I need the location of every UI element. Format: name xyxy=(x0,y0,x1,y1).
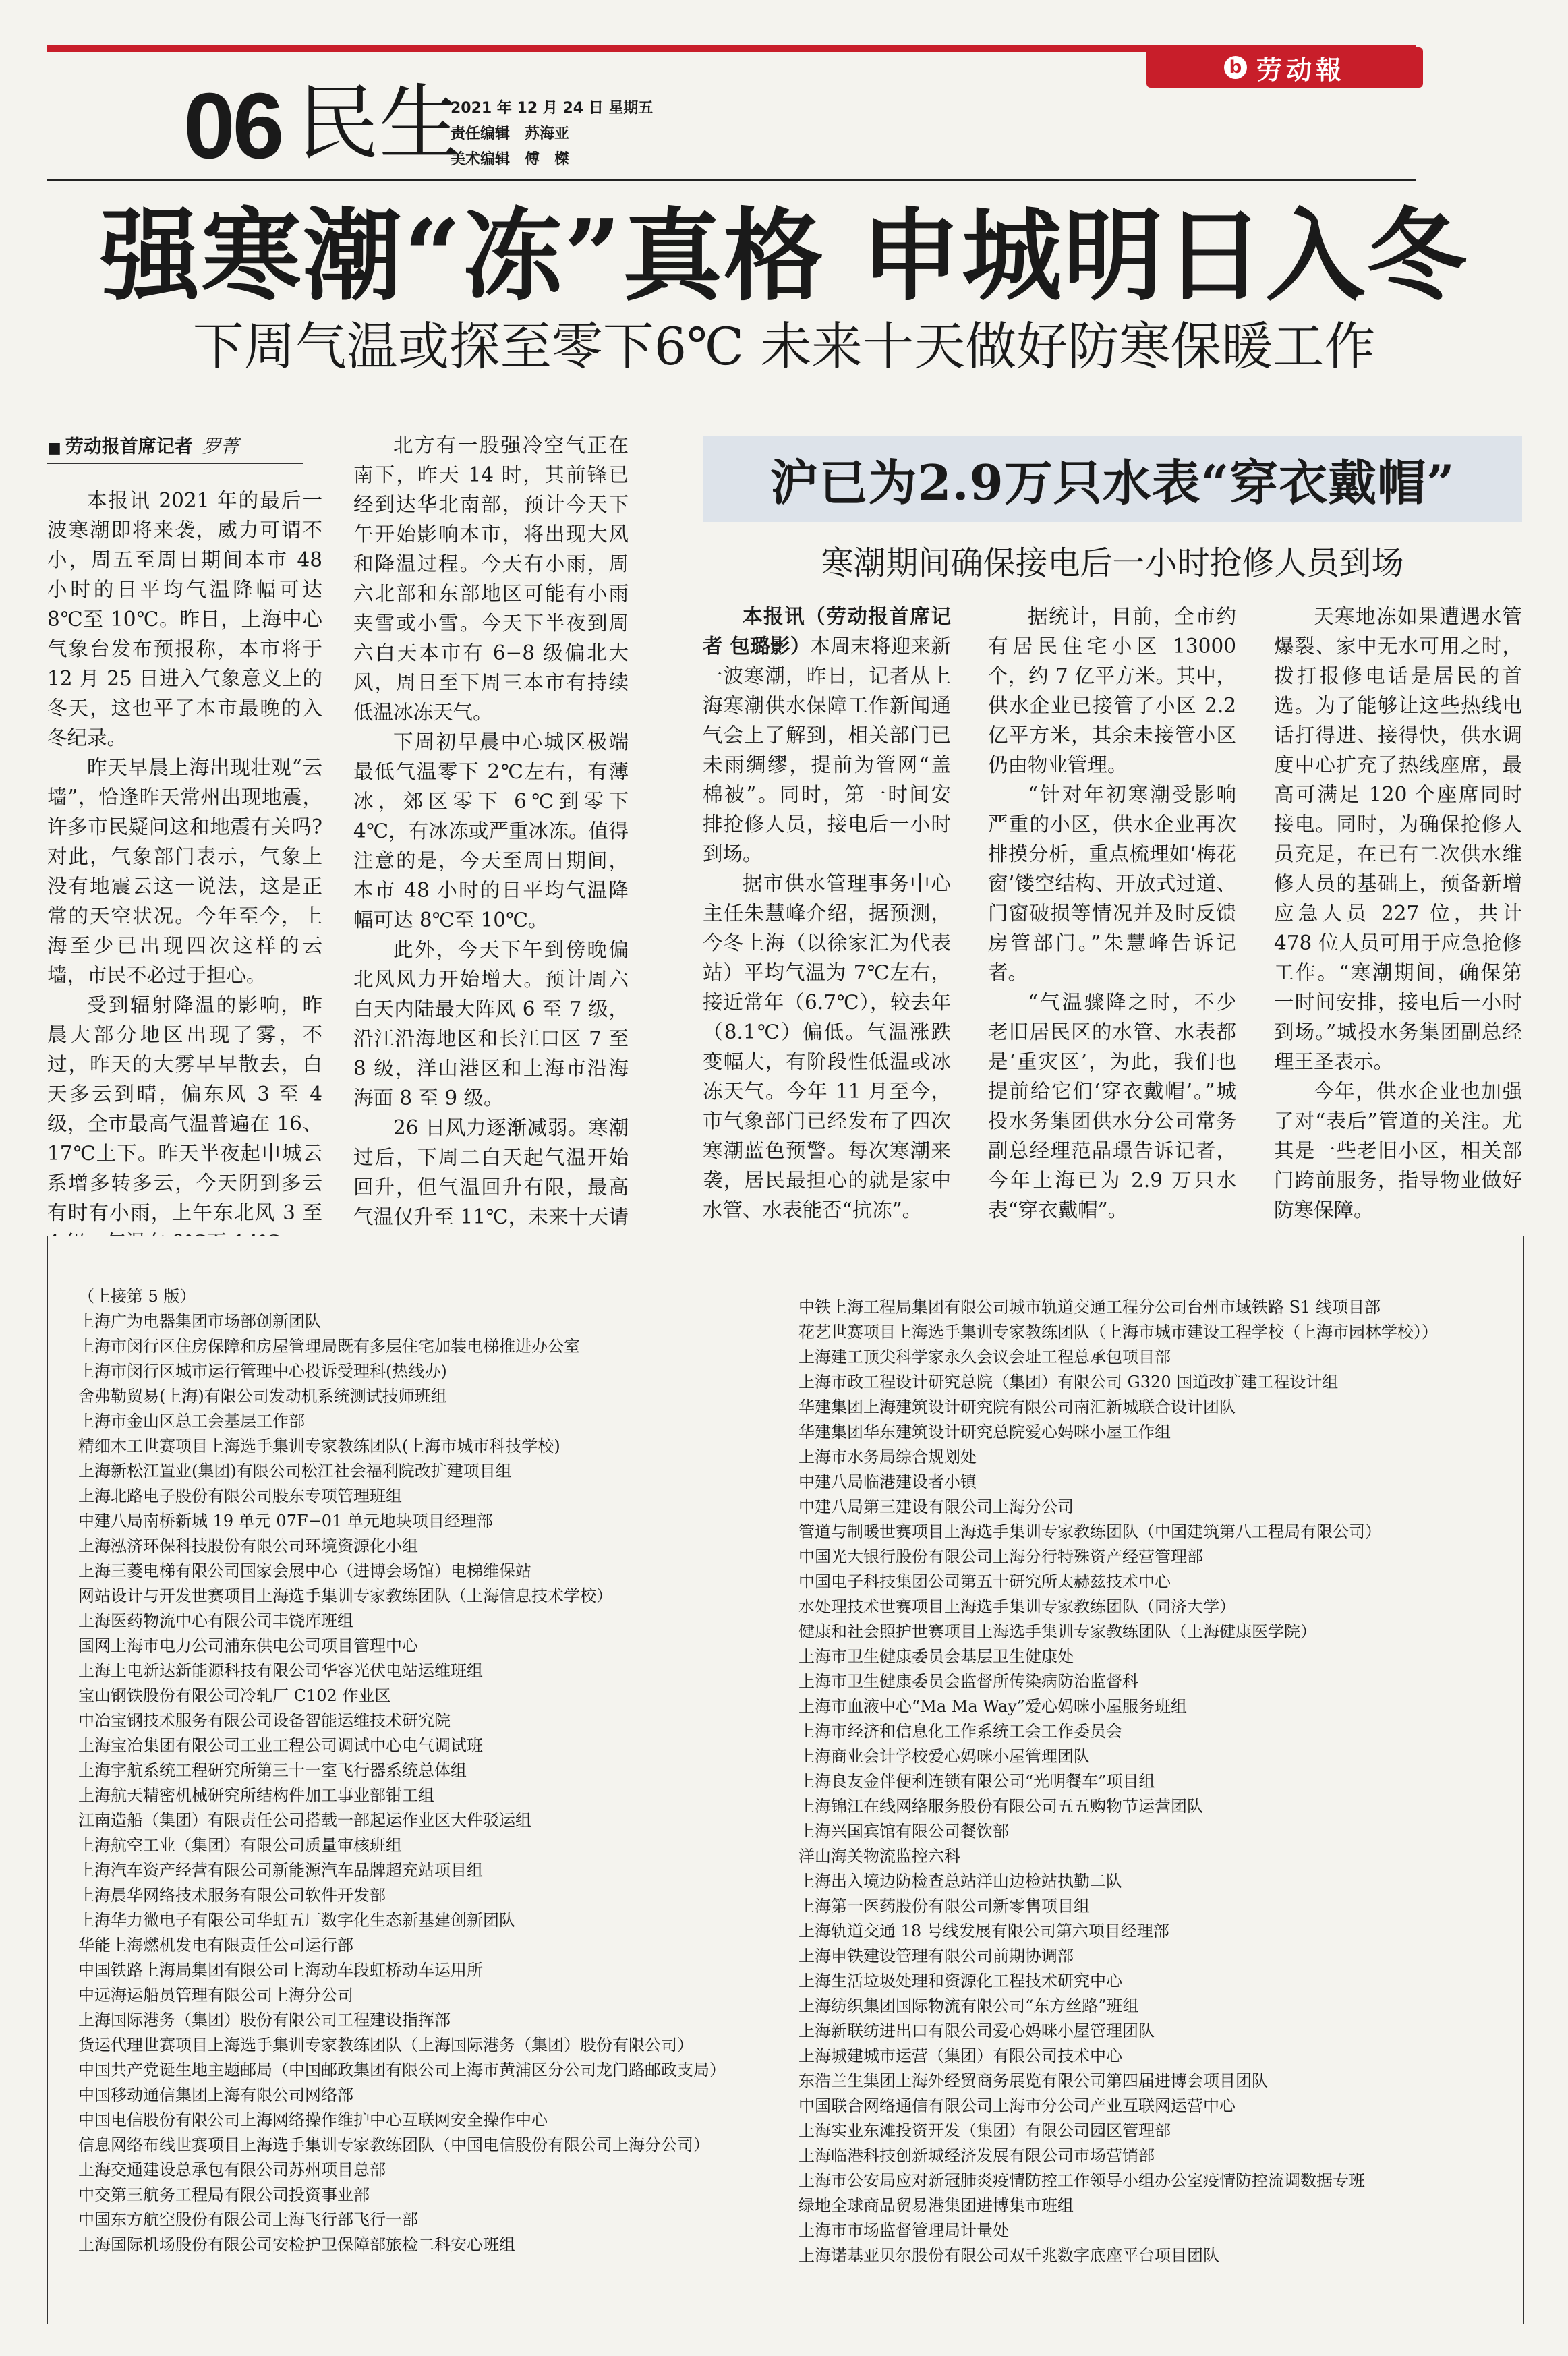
honor-list-item: 上海市水务局综合规划处 xyxy=(798,1447,977,1466)
honor-list-item: 上海上电新达新能源科技有限公司华容光伏电站运维班组 xyxy=(78,1661,483,1680)
honor-list-item: 上海市政工程设计研究总院（集团）有限公司 G320 国道改扩建工程设计组 xyxy=(798,1373,1339,1391)
honor-list-item: 中交第三航务工程局有限公司投资事业部 xyxy=(78,2185,370,2204)
honor-list-item: 上海三菱电梯有限公司国家会展中心（进博会场馆）电梯维保站 xyxy=(78,1561,531,1580)
side-paragraph: 天寒地冻如果遭遇水管爆裂、家中无水可用之时，拨打报修电话是居民的首选。为了能够让这些热线电话打得进、接得快，供水调度中心扩充了热线座席，最高可满足 120 个座席同时接电。同时，为确保抢修人员充足，在已有二次供水维修人员的基础上，预备新增应急人员 227 位，共计 478 位人员可用于应急抢修工作。“寒潮期间，确保第一时间安排，接电后一小时到场。”城投水务集团副总经理王圣表示。 xyxy=(1274,605,1522,1073)
honor-list-item: 舍弗勒贸易(上海)有限公司发动机系统测试技师班组 xyxy=(78,1387,447,1406)
art-editor-name: 傅 榤 xyxy=(525,151,570,168)
honor-list-item: 货运代理世赛项目上海选手集训专家教练团队（上海国际港务（集团）股份有限公司） xyxy=(78,2036,693,2055)
masthead-logo xyxy=(1146,47,1423,88)
honor-list-item: 网站设计与开发世赛项目上海选手集训专家教练团队（上海信息技术学校） xyxy=(78,1586,612,1605)
side-story-column-3 xyxy=(1274,602,1522,1225)
main-paragraph: 本报讯 2021 年的最后一波寒潮即将来袭，威力可谓不小，周五至周日期间本市 48 小时的日平均气温降幅可达 8℃至 10℃。昨日，上海中心气象台发布预报称，本市将于 12 月 25 日进入气象意义上的冬天，这也平了本市最晚的入冬纪录。 xyxy=(47,489,322,749)
honor-list-item: 精细木工世赛项目上海选手集训专家教练团队(上海市城市科技学校) xyxy=(78,1437,560,1456)
honor-list-item: 上海商业会计学校爱心妈咪小屋管理团队 xyxy=(798,1747,1090,1766)
honor-list-item: 上海临港科技创新城经济发展有限公司市场营销部 xyxy=(798,2146,1155,2165)
honor-list-item: 上海建工顶尖科学家永久会议会址工程总承包项目部 xyxy=(798,1348,1171,1367)
side-story-headline: 沪已为2.9万只水表“穿衣戴帽” xyxy=(703,436,1522,522)
honor-list-item: 中国铁路上海局集团有限公司上海动车段虹桥动车运用所 xyxy=(78,1961,483,1980)
honor-list-item: 上海国际港务（集团）股份有限公司工程建设指挥部 xyxy=(78,2011,451,2030)
honor-list-item: 上海市经济和信息化工作系统工会工作委员会 xyxy=(798,1722,1122,1741)
side-paragraph: 本周末将迎来新一波寒潮，昨日，记者从上海寒潮供水保障工作新闻通气会上了解到，相关部门已未雨绸缪，提前为管网“盖棉被”。同时，第一时间安排抢修人员，接电后一小时到场。 xyxy=(703,635,951,865)
main-paragraph: 北方有一股强冷空气正在南下，昨天 14 时，其前锋已经到达华北南部，预计今天下午开始影响本市，将出现大风和降温过程。今天有小雨，周六北部和东部地区可能有小雨夹雪或小雪。今天下半夜到周六白天本市有 6−8 级偏北大风，周日至下周三本市有持续低温冰冻天气。 xyxy=(353,434,629,724)
honor-list-item: 上海生活垃圾处理和资源化工程技术研究中心 xyxy=(798,1972,1122,1990)
main-paragraph: 昨天早晨上海出现壮观“云墙”，恰逢昨天常州出现地震，许多市民疑问这和地震有关吗?对此，气象部门表示，气象上没有地震云这一说法，这是正常的天空状况。今年至今，上海至少已出现四次这样的云墙，市民不必过于担心。 xyxy=(47,756,322,987)
main-paragraph: 下周初早晨中心城区极端最低气温零下 2℃左右，有薄冰，郊区零下 6℃到零下 4℃，有冰冻或严重冰冻。值得注意的是，今天至周日期间，本市 48 小时的日平均气温降幅可达 8℃至 10℃。 xyxy=(353,730,629,931)
side-story-column-1 xyxy=(703,602,951,1225)
honor-list-item: 上海纺织集团国际物流有限公司“东方丝路”班组 xyxy=(798,1996,1139,2015)
honor-list-item: 上海航空工业（集团）有限公司质量审核班组 xyxy=(78,1836,402,1855)
honor-list-item: 上海诺基亚贝尔股份有限公司双千兆数字底座平台项目团队 xyxy=(798,2246,1219,2265)
honor-list-item: 华建集团华东建筑设计研究总院爱心妈咪小屋工作组 xyxy=(798,1423,1171,1441)
honor-list-item: 上海出入境边防检查总站洋山边检站执勤二队 xyxy=(798,1872,1122,1891)
honor-list-item: 中建八局南桥新城 19 单元 07F−01 单元地块项目经理部 xyxy=(78,1512,493,1530)
honor-list-item: 上海良友金伴便利连锁有限公司“光明餐车”项目组 xyxy=(798,1772,1155,1791)
honor-list-item: 中国电子科技集团公司第五十研究所太赫兹技术中心 xyxy=(798,1572,1171,1591)
honor-list-item: 上海锦江在线网络服务股份有限公司五五购物节运营团队 xyxy=(798,1797,1203,1816)
honor-list-item: 中国光大银行股份有限公司上海分行特殊资产经营管理部 xyxy=(798,1547,1203,1566)
issue-date: 2021 年 12 月 24 日 星期五 xyxy=(451,100,654,117)
main-paragraph: 此外，今天下午到傍晚偏北风风力开始增大。预计周六白天内陆最大阵风 6 至 7 级，沿江沿海地区和长江口区 7 至 8 级，洋山港区和上海市沿海海面 8 至 9 级。 xyxy=(353,938,629,1110)
honor-list-item: 中国联合网络通信有限公司上海市分公司产业互联网运营中心 xyxy=(798,2096,1236,2115)
honor-list-item: 洋山海关物流监控六科 xyxy=(798,1847,960,1866)
honor-list-item: 中铁上海工程局集团有限公司城市轨道交通工程分公司台州市域铁路 S1 线项目部 xyxy=(798,1298,1381,1317)
honor-list-item: 中建八局临港建设者小镇 xyxy=(798,1472,977,1491)
honor-list-item: 管道与制暖世赛项目上海选手集训专家教练团队（中国建筑第八工程局有限公司） xyxy=(798,1522,1381,1541)
logo-mark-icon: b xyxy=(1224,56,1247,79)
honor-list-item: 上海市卫生健康委员会基层卫生健康处 xyxy=(798,1647,1074,1666)
honor-list-item: 上海第一医药股份有限公司新零售项目组 xyxy=(798,1897,1090,1916)
main-byline xyxy=(47,432,303,464)
masthead-rule xyxy=(47,179,1416,181)
side-paragraph: “气温骤降之时，不少老旧居民区的水管、水表都是‘重灾区’，为此，我们也提前给它们‘穿衣戴帽’。”城投水务集团供水分公司常务副总经理范晶璟告诉记者，今年上海已为 2.9 万只水表“穿衣戴帽”。 xyxy=(988,991,1236,1222)
honor-list-item: 绿地全球商品贸易港集团进博集市班组 xyxy=(798,2196,1074,2215)
honor-list-item: 上海市闵行区城市运行管理中心投诉受理科(热线办) xyxy=(78,1362,447,1381)
honor-list-item: 上海泓济环保科技股份有限公司环境资源化小组 xyxy=(78,1536,418,1555)
honor-list-item: 中国移动通信集团上海有限公司网络部 xyxy=(78,2086,353,2104)
main-headline: 强寒潮“冻”真格 申城明日入冬 xyxy=(100,197,1468,314)
honor-list-left-column xyxy=(78,1284,726,2258)
section-title: 民生 xyxy=(297,76,461,171)
honor-list-item: 上海广为电器集团市场部创新团队 xyxy=(78,1312,321,1331)
honor-list-item: 中国共产党诞生地主题邮局（中国邮政集团有限公司上海市黄浦区分公司龙门路邮政支局） xyxy=(78,2061,726,2079)
editor-line xyxy=(451,121,653,147)
side-paragraph: 今年，供水企业也加强了对“表后”管道的关注。尤其是一些老旧小区，相关部门跨前服务，指导物业做好防寒保障。 xyxy=(1274,1080,1522,1222)
side-paragraph: “针对年初寒潮受影响严重的小区，供水企业再次排摸分析，重点梳理如‘梅花窗’镂空结构、开放式过道、门窗破损等情况并及时反馈房管部门。”朱慧峰告诉记者。 xyxy=(988,783,1236,984)
honor-list-item: 上海市血液中心“Ma Ma Way”爱心妈咪小屋服务班组 xyxy=(798,1697,1188,1716)
main-story-column-1 xyxy=(47,486,322,1257)
honor-list-item: 上海新松江置业(集团)有限公司松江社会福利院改扩建项目组 xyxy=(78,1462,512,1481)
honor-list-item: 上海交通建设总承包有限公司苏州项目总部 xyxy=(78,2160,386,2179)
honor-list-item: 华能上海燃机发电有限责任公司运行部 xyxy=(78,1936,353,1955)
art-editor-line xyxy=(451,147,653,173)
main-subheadline: 下周气温或探至零下6℃ 未来十天做好防寒保暖工作 xyxy=(192,316,1376,376)
logo-text: 劳动報 xyxy=(1256,54,1345,85)
honor-list-item: 上海市闵行区住房保障和房屋管理局既有多层住宅加装电梯推进办公室 xyxy=(78,1337,580,1356)
honor-list-item: 上海宝冶集团有限公司工业工程公司调试中心电气调试班 xyxy=(78,1736,483,1755)
honor-list-item: 上海宇航系统工程研究所第三十一室飞行器系统总体组 xyxy=(78,1761,467,1780)
honor-list-item: 上海晨华网络技术服务有限公司软件开发部 xyxy=(78,1886,386,1905)
honor-list-item: 上海市卫生健康委员会监督所传染病防治监督科 xyxy=(798,1672,1138,1691)
side-paragraph: 据统计，目前，全市约有居民住宅小区 13000 个，约 7 亿平方米。其中，供水企业已接管了小区 2.2 亿平方米，其余未接管小区仍由物业管理。 xyxy=(988,605,1236,776)
byline-label: 劳动报首席记者 xyxy=(65,436,193,457)
honor-list-item: 江南造船（集团）有限责任公司搭载一部起运作业区大件驳运组 xyxy=(78,1811,531,1830)
page-number: 06 xyxy=(183,74,282,178)
honor-list-item: 上海市公安局应对新冠肺炎疫情防控工作领导小组办公室疫情防控流调数据专班 xyxy=(798,2171,1365,2190)
honor-list-item: 上海申铁建设管理有限公司前期协调部 xyxy=(798,1947,1074,1965)
honor-list-right-column xyxy=(798,1295,1438,2268)
honor-list-item: 中国东方航空股份有限公司上海飞行部飞行一部 xyxy=(78,2210,418,2229)
honor-list-item: 上海市金山区总工会基层工作部 xyxy=(78,1412,305,1431)
side-story-lead: 本报讯（劳动报首席记者 包璐影） xyxy=(703,604,951,658)
honor-list-item: 上海轨道交通 18 号线发展有限公司第六项目经理部 xyxy=(798,1922,1169,1941)
honor-list-item: 上海北路电子股份有限公司股东专项管理班组 xyxy=(78,1487,402,1505)
main-paragraph: 26 日风力逐渐减弱。寒潮过后，下周二白天起气温开始回升，但气温回升有限，最高气温仅升至 11℃，未来十天请 xyxy=(353,1116,629,1228)
side-lead-paragraph xyxy=(703,602,951,869)
honor-list-item: 上海兴国宾馆有限公司餐饮部 xyxy=(798,1822,1009,1841)
honor-list-item: 中远海运船员管理有限公司上海分公司 xyxy=(78,1986,353,2005)
honor-list-item: 华建集团上海建筑设计研究院有限公司南汇新城联合设计团队 xyxy=(798,1398,1236,1416)
honor-list-item: 中冶宝钢技术服务有限公司设备智能运维技术研究院 xyxy=(78,1711,451,1730)
honor-list-item: 中建八局第三建设有限公司上海分公司 xyxy=(798,1497,1074,1516)
honor-list-item: 信息网络布线世赛项目上海选手集训专家教练团队（中国电信股份有限公司上海分公司） xyxy=(78,2135,709,2154)
honor-list-item: 上海国际机场股份有限公司安检护卫保障部旅检二科安心班组 xyxy=(78,2235,515,2254)
honor-list-item: 上海汽车资产经营有限公司新能源汽车品牌超充站项目组 xyxy=(78,1861,483,1880)
side-story-subheadline: 寒潮期间确保接电后一小时抢修人员到场 xyxy=(821,544,1404,582)
side-paragraph: 据市供水管理事务中心主任朱慧峰介绍，据预测，今冬上海（以徐家汇为代表站）平均气温为 7℃左右，接近常年（6.7℃），较去年（8.1℃）偏低。气温涨跌变幅大，有阶段性低温或冰冻天气。今年 11 月至今，市气象部门已经发布了四次寒潮蓝色预警。每次寒潮来袭，居民最担心的就是家中水管、水表能否“抗冻”。 xyxy=(703,872,951,1222)
honor-list-item: 宝山钢铁股份有限公司冷轧厂 C102 作业区 xyxy=(78,1686,391,1705)
honor-list-item: 上海新联纺进出口有限公司爱心妈咪小屋管理团队 xyxy=(798,2021,1155,2040)
honor-list-item: 上海实业东滩投资开发（集团）有限公司园区管理部 xyxy=(798,2121,1171,2140)
art-editor-label: 美术编辑 xyxy=(451,151,511,168)
byline-square-icon: ■ xyxy=(47,440,61,457)
continued-note: （上接第 5 版） xyxy=(78,1287,196,1306)
editor-name: 苏海亚 xyxy=(525,125,570,142)
honor-list-item: 上海市市场监督管理局计量处 xyxy=(798,2221,1009,2240)
main-story-column-2 xyxy=(353,430,629,1261)
issue-info xyxy=(451,96,653,173)
main-paragraph: 受到辐射降温的影响，昨晨大部分地区出现了雾，不过，昨天的大雾早早散去，白天多云到晴，偏东风 3 至 4 级，全市最高气温普遍在 16、17℃上下。昨天半夜起申城云系增多转多云，今天阴到多云有时有小雨，上午东北风 3 至 xyxy=(47,994,322,1224)
honor-list-item: 上海华力微电子有限公司华虹五厂数字化生态新基建创新团队 xyxy=(78,1911,515,1930)
honor-list-item: 花艺世赛项目上海选手集训专家教练团队（上海市城市建设工程学校（上海市园林学校）） xyxy=(798,1323,1438,1342)
honor-list-item: 上海航天精密机械研究所结构件加工事业部钳工组 xyxy=(78,1786,434,1805)
honor-list-item: 中国电信股份有限公司上海网络操作维护中心互联网安全操作中心 xyxy=(78,2110,548,2129)
byline-name: 罗菁 xyxy=(202,436,239,457)
honor-list-item: 国网上海市电力公司浦东供电公司项目管理中心 xyxy=(78,1636,418,1655)
honor-list-item: 东浩兰生集团上海外经贸商务展览有限公司第四届进博会项目团队 xyxy=(798,2071,1268,2090)
honor-list-item: 上海城建城市运营（集团）有限公司技术中心 xyxy=(798,2046,1122,2065)
editor-label: 责任编辑 xyxy=(451,125,511,142)
honor-list-item: 健康和社会照护世赛项目上海选手集训专家教练团队（上海健康医学院） xyxy=(798,1622,1316,1641)
honor-list-item: 水处理技术世赛项目上海选手集训专家教练团队（同济大学） xyxy=(798,1597,1236,1616)
honor-list-item: 上海医药物流中心有限公司丰饶库班组 xyxy=(78,1611,353,1630)
side-story-column-2 xyxy=(988,602,1236,1225)
